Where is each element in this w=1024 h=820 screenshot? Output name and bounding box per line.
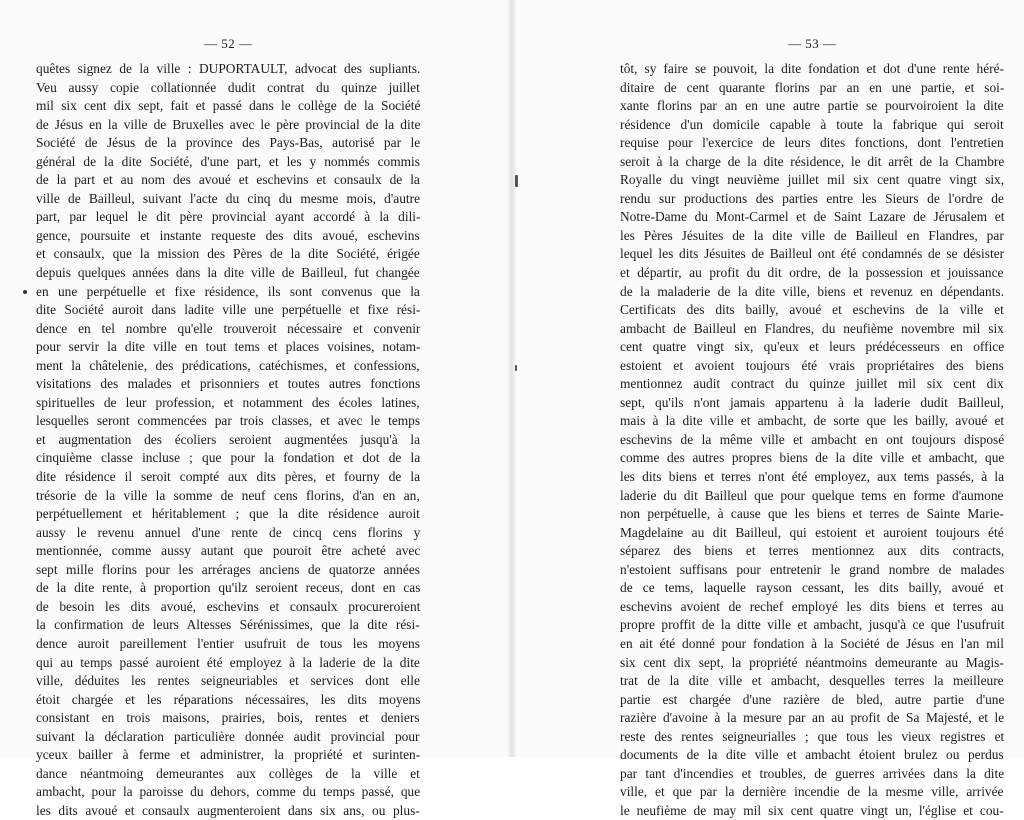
text-line: en une perpétuelle et fixe résidence, ils sont convenus que la xyxy=(36,283,420,299)
text-line: dance néantmoing demeurantes aux collèges de la ville et xyxy=(36,765,420,781)
text-line: de la part et au nom des avoué et eschevins et consaulx de la xyxy=(36,172,420,188)
text-line: yceux bailler à ferme et administrer, la propriété et surinten- xyxy=(36,747,421,763)
text-line: de ce tems, laquelle rayson cessant, les dits bailly, avoué et xyxy=(620,580,1004,596)
body-text xyxy=(620,60,1004,820)
text-line: visitations des malades et prisonniers et toutes autres fonctions xyxy=(36,376,421,392)
text-line: Société de Jésus de la province des Pays-Bas, autorisé par le xyxy=(36,135,421,151)
page-52 xyxy=(0,0,512,818)
text-line: les dits avoué et consaulx augmenteroient dans six ans, ou plus- xyxy=(36,802,420,818)
text-line: par tant d'incendies et troubles, de guerres arrivées dans la dite xyxy=(620,765,1005,781)
text-line: sept mille florins pour les arrérages anciens de quatorze années xyxy=(36,561,420,577)
text-line: les Pères Jésuites de la dite ville de Bailleul en Flandres, par xyxy=(620,227,1004,243)
text-line: ville, déduites les rentes seigneuriables et services dont elle xyxy=(36,673,420,689)
text-line: la confirmation de leurs Altesses Sérénissimes, que la dite rési- xyxy=(36,617,420,633)
text-line: quêtes signez de la ville : DUPORTAULT, advocat des supliants. xyxy=(36,61,421,76)
text-line: perpétuellement et héritablement ; que la dite résidence auroit xyxy=(36,506,420,522)
text-line: eschevins avoient de rechef employé les dits biens et terres au xyxy=(620,598,1004,614)
text-line: de la maladerie de la dite ville, biens et revenuz en dépendants. xyxy=(620,283,1004,299)
text-line: sept, qu'ils n'ont jamais appartenu à la laderie dudit Bailleul, xyxy=(620,394,1004,410)
text-line: n'estoient suffisans pour entretenir le grand nombre de malades xyxy=(620,561,1005,577)
text-line: ambacht de Bailleul en Flandres, du neufième novembre mil six xyxy=(620,320,1004,336)
text-line: ditaire de cent quarante florins par an en une partie, et soi- xyxy=(620,79,1005,95)
text-line: ville de Bailleul, suivant l'acte du cinq du mesme mois, d'autre xyxy=(36,190,421,206)
text-line: mentionnée, comme aussy autant que pouroit être acheté avec xyxy=(36,543,421,559)
page-number: — 52 — xyxy=(204,36,253,51)
page-number: — 53 — xyxy=(788,36,837,51)
text-line: mais à la dite ville et ambacht, de sorte que les bailly, avoué et xyxy=(620,413,1005,429)
text-line: cinquième classe incluse ; que pour la fondation et dot de la xyxy=(36,450,421,466)
text-line: résidence d'un domicile capable à toute la fabrique qui seroit xyxy=(620,116,1004,132)
text-line: trat de la dite ville et ambacht, desquelles terres la meilleure xyxy=(620,673,1004,689)
text-line: non perpétuelle, à cause que les biens et terres de Sainte Marie- xyxy=(620,506,1004,522)
text-line: Certificats des dits bailly, avoué et eschevins de la ville et xyxy=(620,302,1004,318)
text-line: gence, poursuite et instante requeste des dits avoué, eschevins xyxy=(36,227,420,243)
text-line: et consaulx, que la mission des Pères de la dite Société, érigée xyxy=(36,246,420,262)
text-line: de Jésus en la ville de Bruxelles avec le père provincial de la dite xyxy=(36,116,421,132)
text-line: séparez des biens et terres mentionnez aux dits contracts, xyxy=(620,543,1005,559)
text-line: part, par lequel le dit père provincial ayant accordé à la dili- xyxy=(36,209,421,225)
text-line: ville, et que par la dernière incendie de la mesme ville, arrivée xyxy=(620,784,1004,800)
text-line: razière d'avoine à la mesure par an au profit de Sa Majesté, et le xyxy=(620,710,1005,726)
text-line: comme des autres propres biens de la dite ville et ambacht, que xyxy=(620,450,1005,466)
text-line: estoient et avoient toujours été vrais propriétaires des biens xyxy=(620,357,1004,373)
body-text xyxy=(36,60,420,820)
text-line: mil six cent dix sept, fait et passé dans le collège de la Société xyxy=(36,98,421,114)
text-line: spirituelles de leur profession, et notamment des écoles latines, xyxy=(36,394,420,410)
text-line: suivant la déclaration particulière donnée audit provincial pour xyxy=(36,728,420,744)
text-line: Veu aussy copie collationnée dudit contrat du quinze juillet xyxy=(36,79,420,95)
text-line: seroit à la charge de la dite résidence, le dit arrêt de la Chambre xyxy=(620,153,1005,169)
text-line: de la dite rente, à proportion qu'ilz seroient receus, dont en cas xyxy=(36,580,421,596)
text-line: rendu sur productions des parties entre les Sieurs de l'ordre de xyxy=(620,190,1004,206)
text-line: qui au temps passé auroient été employez à la laderie de la dite xyxy=(36,654,420,670)
text-line: laderie du dit Bailleul que pour quelque tems en forme d'aumone xyxy=(620,487,1004,503)
text-line: Notre-Dame du Mont-Carmel et de Saint Lazare de Jérusalem et xyxy=(620,209,1005,225)
text-line: en ait été donné pour fondation à la Société de Jésus en l'an mil xyxy=(620,635,1004,651)
text-line: Magdelaine au dit Bailleul, qui estoient et auroient toujours été xyxy=(620,524,1004,540)
text-line: requise pour l'exercice de leurs dites fonctions, dont l'entretien xyxy=(620,135,1004,151)
text-line: cent quatre vingt six, qu'eux et leurs prédécesseurs en office xyxy=(620,339,1005,355)
text-line: partie est chargée d'une razière de bled, autre partie d'une xyxy=(620,691,1005,707)
text-line: six cent dix sept, la propriété néantmoins demeurante au Magis- xyxy=(620,654,1004,670)
text-line: dence auroit pareillement l'entier usufruit de tous les moyens xyxy=(36,635,420,651)
text-line: propre proffit de la ditte ville et ambacht, jusqu'à ce que l'usufruit xyxy=(620,617,1005,633)
text-line: de besoin les dits avoué, eschevins et consaulx procureroient xyxy=(36,598,421,614)
text-line: dence en tel nombre qu'elle trouveroit nécessaire et convenir xyxy=(36,320,421,336)
text-line: les dits biens et terres n'ont été employez, aux tems passés, à la xyxy=(620,469,1005,485)
page-53 xyxy=(512,0,1024,818)
text-line: lesquelles seront commencées par trois classes, et avec le temps xyxy=(36,413,421,429)
text-line: consistant en trois maisons, prairies, bois, rentes et deniers xyxy=(36,710,420,726)
text-line: aussy le revenu annuel d'une rente de cincq cens florins y xyxy=(36,524,421,540)
text-line: le neufième de may mil six cent quatre vingt un, l'église et cou- xyxy=(620,802,1004,818)
text-line: lequel les dits Jésuites de Bailleul ont été condamnés de se désister xyxy=(620,246,1005,262)
text-line: reste des rentes seigneurialles ; que tous les vieux registres et xyxy=(620,728,1005,744)
text-line: documents de la dite ville et ambacht étoient brulez ou perdus xyxy=(620,747,1004,763)
margin-dot xyxy=(23,290,27,294)
text-line: et augmentation des écoliers seroient augmentées jusqu'à la xyxy=(36,431,421,447)
text-line: général de la dite Société, d'une part, et les y nommés commis xyxy=(36,153,420,169)
text-line: tôt, sy faire se pouvoit, la dite fondation et dot d'une rente héré- xyxy=(620,61,1005,76)
text-line: dite résidence il seroit compté aux dits pères, et fourny de la xyxy=(36,469,421,485)
text-line: pour servir la dite ville en tout tems et places voisines, notam- xyxy=(36,339,421,355)
text-line: eschevins de la même ville et ambacht en ont toujours disposé xyxy=(620,431,1005,447)
text-line: ment la châtelenie, des prédications, catéchismes, et confessions, xyxy=(36,357,420,373)
text-line: mentionnez audit contract du quinze juillet mil six cent dix xyxy=(620,376,1004,392)
text-line: dite Société auroit dans ladite ville une perpétuelle et fixe rési- xyxy=(36,302,421,318)
text-line: et départir, au profit du dit ordre, de la possession et jouissance xyxy=(620,265,1004,281)
text-line: ambacht, pour la paroisse du dehors, comme du temps passé, que xyxy=(36,784,421,800)
text-line: étoit chargée et les réparations nécessaires, les dits moyens xyxy=(36,691,421,707)
text-line: xante florins par an en une autre partie se pourvoiroient la dite xyxy=(620,98,1004,114)
text-line: trésorie de la ville la somme de neuf cens florins, d'an en an, xyxy=(36,487,420,503)
text-line: Royalle du vingt neuvième juillet mil six cent quatre vingt six, xyxy=(620,172,1005,188)
text-line: depuis quelques années dans la dite ville de Bailleul, fut changée xyxy=(36,265,420,281)
